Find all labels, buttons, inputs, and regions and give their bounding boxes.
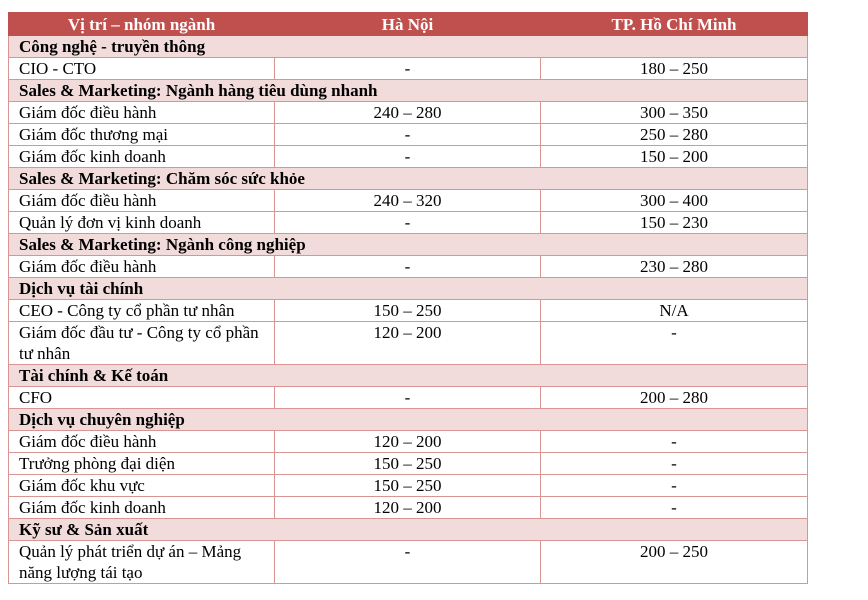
table-row — [9, 453, 808, 475]
section-title: Dịch vụ tài chính — [9, 278, 808, 300]
header-row — [9, 13, 808, 36]
position-cell: Giám đốc kinh doanh — [9, 497, 275, 519]
section-row — [9, 80, 808, 102]
hanoi-cell: 150 – 250 — [275, 453, 541, 475]
table-row — [9, 431, 808, 453]
hcmc-cell: - — [541, 453, 808, 475]
hanoi-cell: 120 – 200 — [275, 322, 541, 365]
table-row — [9, 58, 808, 80]
table-row — [9, 146, 808, 168]
position-cell: Giám đốc điều hành — [9, 190, 275, 212]
hcmc-cell: 180 – 250 — [541, 58, 808, 80]
position-cell: Giám đốc khu vực — [9, 475, 275, 497]
section-title: Sales & Marketing: Ngành công nghiệp — [9, 234, 808, 256]
hcmc-cell: 300 – 400 — [541, 190, 808, 212]
section-title: Sales & Marketing: Chăm sóc sức khỏe — [9, 168, 808, 190]
hcmc-cell: 300 – 350 — [541, 102, 808, 124]
table-row — [9, 475, 808, 497]
section-title: Công nghệ - truyền thông — [9, 36, 808, 58]
position-cell: CIO - CTO — [9, 58, 275, 80]
hcmc-cell: 250 – 280 — [541, 124, 808, 146]
position-cell: Giám đốc điều hành — [9, 102, 275, 124]
hanoi-cell: 120 – 200 — [275, 497, 541, 519]
hanoi-cell: 150 – 250 — [275, 475, 541, 497]
hanoi-cell: 240 – 280 — [275, 102, 541, 124]
hcmc-cell: - — [541, 431, 808, 453]
header-hcmc: TP. Hồ Chí Minh — [541, 13, 808, 36]
table-row — [9, 322, 808, 365]
table-row — [9, 212, 808, 234]
section-row — [9, 36, 808, 58]
position-cell: Quản lý phát triển dự án – Mảng năng lượng tái tạo — [9, 541, 275, 584]
section-row — [9, 519, 808, 541]
hanoi-cell: 150 – 250 — [275, 300, 541, 322]
hanoi-cell: - — [275, 124, 541, 146]
position-cell: Trưởng phòng đại diện — [9, 453, 275, 475]
section-row — [9, 365, 808, 387]
section-title: Dịch vụ chuyên nghiệp — [9, 409, 808, 431]
section-row — [9, 409, 808, 431]
header-position: Vị trí – nhóm ngành — [9, 13, 275, 36]
hanoi-cell: - — [275, 58, 541, 80]
table-row — [9, 190, 808, 212]
position-cell: Giám đốc kinh doanh — [9, 146, 275, 168]
position-cell: Giám đốc thương mại — [9, 124, 275, 146]
table-row — [9, 497, 808, 519]
hcmc-cell: 230 – 280 — [541, 256, 808, 278]
position-cell: Giám đốc điều hành — [9, 256, 275, 278]
table-row — [9, 256, 808, 278]
section-title: Kỹ sư & Sản xuất — [9, 519, 808, 541]
hcmc-cell: - — [541, 475, 808, 497]
hcmc-cell: 150 – 230 — [541, 212, 808, 234]
header-hanoi: Hà Nội — [275, 13, 541, 36]
section-row — [9, 278, 808, 300]
hanoi-cell: - — [275, 146, 541, 168]
position-cell: Quản lý đơn vị kinh doanh — [9, 212, 275, 234]
hcmc-cell: N/A — [541, 300, 808, 322]
section-title: Sales & Marketing: Ngành hàng tiêu dùng nhanh — [9, 80, 808, 102]
hcmc-cell: - — [541, 322, 808, 365]
hanoi-cell: - — [275, 256, 541, 278]
position-cell: CEO - Công ty cổ phần tư nhân — [9, 300, 275, 322]
hcmc-cell: 150 – 200 — [541, 146, 808, 168]
table-row — [9, 541, 808, 584]
hcmc-cell: - — [541, 497, 808, 519]
section-row — [9, 234, 808, 256]
hanoi-cell: - — [275, 541, 541, 584]
hanoi-cell: - — [275, 212, 541, 234]
hanoi-cell: 120 – 200 — [275, 431, 541, 453]
hcmc-cell: 200 – 280 — [541, 387, 808, 409]
position-cell: Giám đốc điều hành — [9, 431, 275, 453]
hanoi-cell: 240 – 320 — [275, 190, 541, 212]
position-cell: Giám đốc đầu tư - Công ty cổ phần tư nhân — [9, 322, 275, 365]
position-cell: CFO — [9, 387, 275, 409]
salary-table — [8, 12, 808, 584]
section-title: Tài chính & Kế toán — [9, 365, 808, 387]
table-row — [9, 102, 808, 124]
hcmc-cell: 200 – 250 — [541, 541, 808, 584]
section-row — [9, 168, 808, 190]
table-row — [9, 300, 808, 322]
hanoi-cell: - — [275, 387, 541, 409]
table-row — [9, 387, 808, 409]
table-row — [9, 124, 808, 146]
